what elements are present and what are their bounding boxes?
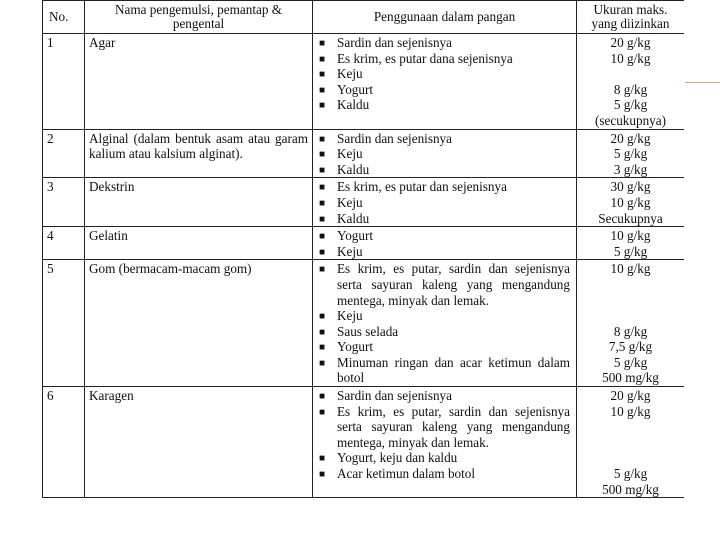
cell-no: 6 <box>43 387 85 498</box>
max-amount: 8 g/kg <box>613 81 648 97</box>
max-amount: 10 g/kg <box>610 50 651 66</box>
usage-text: Es krim, es putar, sardin dan sejenisnya serta sayuran kaleng yang mengandung mentega, minyak dan lemak. <box>337 403 570 450</box>
usage-text: Acar ketimun dalam botol <box>337 466 476 482</box>
max-amount: 10 g/kg <box>610 403 651 419</box>
max-amount: 30 g/kg <box>610 179 651 195</box>
cell-ukuran <box>577 387 685 498</box>
usage-list <box>317 179 570 226</box>
max-amount: 5 g/kg <box>613 146 648 162</box>
cell-penggunaan <box>313 34 577 130</box>
usage-text: Sardin dan sejenisnya <box>337 388 452 404</box>
usage-text: Keju <box>337 66 363 82</box>
bullet-icon: ■ <box>319 100 326 112</box>
cell-no: 5 <box>43 260 85 387</box>
cell-ukuran <box>577 129 685 178</box>
bullet-icon: ■ <box>319 357 326 369</box>
table-row <box>43 260 685 387</box>
cell-nama: Gom (bermacam-macam gom) <box>85 260 313 387</box>
cell-no: 1 <box>43 34 85 130</box>
table-row <box>43 387 685 498</box>
max-amount: 20 g/kg <box>610 130 651 146</box>
usage-list <box>317 261 570 386</box>
usage-text: Es krim, es putar, sardin dan sejenisnya serta sayuran kaleng yang mengandung mentega, minyak dan lemak. <box>337 261 570 308</box>
bullet-icon: ■ <box>319 453 326 465</box>
usage-text: Yogurt <box>337 339 374 355</box>
bullet-icon: ■ <box>319 84 326 96</box>
usage-list <box>317 228 570 259</box>
bullet-icon: ■ <box>319 391 326 403</box>
header-ukuran: Ukuran maks. yang diizinkan <box>577 1 685 34</box>
usage-item <box>317 261 570 308</box>
bullet-icon: ■ <box>319 53 326 65</box>
cell-penggunaan <box>313 227 577 260</box>
max-amount: 500 mg/kg <box>602 370 659 386</box>
bullet-icon: ■ <box>319 231 326 243</box>
usage-text: Minuman ringan dan acar ketimun dalam botol <box>337 354 570 386</box>
table-row <box>43 227 685 260</box>
table-row <box>43 34 685 130</box>
max-amount: 10 g/kg <box>610 261 651 277</box>
bullet-icon: ■ <box>319 182 326 194</box>
bullet-icon: ■ <box>319 311 326 323</box>
max-amount <box>581 450 680 466</box>
cell-ukuran <box>577 34 685 130</box>
usage-text: Sardin dan sejenisnya <box>337 35 452 50</box>
usage-text: Yogurt <box>337 228 374 244</box>
max-amount: 20 g/kg <box>610 388 651 404</box>
usage-text: Kaldu <box>337 97 370 113</box>
bullet-icon: ■ <box>319 149 326 161</box>
usage-item <box>317 339 570 355</box>
usage-item <box>317 66 570 82</box>
usage-list <box>317 35 570 113</box>
usage-text: Keju <box>337 308 363 324</box>
bullet-icon: ■ <box>319 213 326 225</box>
table-body <box>43 34 685 498</box>
usage-item <box>317 355 570 386</box>
bullet-icon: ■ <box>319 264 326 276</box>
header-no: No. <box>43 1 85 34</box>
max-amount: 10 g/kg <box>610 194 651 210</box>
max-amount: 5 g/kg <box>613 243 648 259</box>
max-amount: 10 g/kg <box>610 228 651 244</box>
usage-item <box>317 82 570 98</box>
usage-list <box>317 131 570 178</box>
max-amount: 5 g/kg <box>613 466 648 482</box>
max-amount <box>581 277 680 293</box>
usage-text: Keju <box>337 243 363 259</box>
cell-nama: Agar <box>85 34 313 130</box>
cell-penggunaan <box>313 178 577 227</box>
table-row <box>43 178 685 227</box>
usage-item <box>317 450 570 466</box>
usage-text: Sardin dan sejenisnya <box>337 130 452 146</box>
cell-nama: Gelatin <box>85 227 313 260</box>
usage-item <box>317 388 570 404</box>
max-amount: 5 g/kg <box>613 97 648 113</box>
usage-item <box>317 244 570 260</box>
max-amount: (secukupnya) <box>594 112 667 128</box>
max-amount <box>581 308 680 324</box>
bullet-icon: ■ <box>319 69 326 81</box>
bullet-icon: ■ <box>319 164 326 176</box>
cell-ukuran <box>577 227 685 260</box>
usage-item <box>317 51 570 67</box>
max-amount: 7,5 g/kg <box>608 339 653 355</box>
bullet-icon: ■ <box>319 133 326 145</box>
usage-item <box>317 131 570 147</box>
bullet-icon: ■ <box>319 406 326 418</box>
usage-item <box>317 162 570 178</box>
usage-item <box>317 97 570 113</box>
usage-text: Yogurt <box>337 81 374 97</box>
cell-no: 2 <box>43 129 85 178</box>
header-penggunaan: Penggunaan dalam pangan <box>313 1 577 34</box>
cell-penggunaan <box>313 260 577 387</box>
max-amount: 500 mg/kg <box>602 481 659 497</box>
usage-item <box>317 324 570 340</box>
usage-list <box>317 388 570 482</box>
max-amount: 8 g/kg <box>613 323 648 339</box>
bullet-icon: ■ <box>319 342 326 354</box>
bullet-icon: ■ <box>319 469 326 481</box>
cell-ukuran <box>577 260 685 387</box>
decorative-accent-line <box>685 82 720 83</box>
usage-item <box>317 146 570 162</box>
usage-item <box>317 195 570 211</box>
max-amount <box>581 293 680 309</box>
usage-text: Saus selada <box>337 323 399 339</box>
bullet-icon: ■ <box>319 246 326 258</box>
cell-no: 3 <box>43 178 85 227</box>
usage-text: Keju <box>337 194 363 210</box>
usage-item <box>317 404 570 451</box>
cell-no: 4 <box>43 227 85 260</box>
max-amount: 3 g/kg <box>613 161 648 177</box>
max-amount: Secukupnya <box>598 210 663 226</box>
usage-text: Yogurt, keju dan kaldu <box>337 450 458 466</box>
usage-item <box>317 308 570 324</box>
max-amount: 20 g/kg <box>610 35 651 50</box>
usage-text: Es krim, es putar dana sejenisnya <box>337 50 513 66</box>
usage-item <box>317 466 570 482</box>
max-amount <box>581 419 680 435</box>
table-header-row <box>43 1 685 34</box>
usage-item <box>317 211 570 227</box>
cell-penggunaan <box>313 387 577 498</box>
cell-nama: Karagen <box>85 387 313 498</box>
bullet-icon: ■ <box>319 326 326 338</box>
usage-text: Es krim, es putar dan sejenisnya <box>337 179 507 195</box>
bullet-icon: ■ <box>319 38 326 49</box>
table-row <box>43 129 685 178</box>
usage-item <box>317 35 570 51</box>
cell-nama: Dekstrin <box>85 178 313 227</box>
usage-text: Keju <box>337 146 363 162</box>
additive-table <box>42 0 684 498</box>
usage-text: Kaldu <box>337 210 370 226</box>
header-nama: Nama pengemulsi, pemantap & pengental <box>85 1 313 34</box>
usage-item <box>317 179 570 195</box>
max-amount <box>581 435 680 451</box>
cell-ukuran <box>577 178 685 227</box>
cell-nama: Alginal (dalam bentuk asam atau garam kalium atau kalsium alginat). <box>85 129 313 178</box>
max-amount <box>581 66 680 82</box>
cell-penggunaan <box>313 129 577 178</box>
document-sheet <box>42 0 684 540</box>
usage-item <box>317 228 570 244</box>
usage-text: Kaldu <box>337 161 370 177</box>
bullet-icon: ■ <box>319 197 326 209</box>
max-amount: 5 g/kg <box>613 354 648 370</box>
